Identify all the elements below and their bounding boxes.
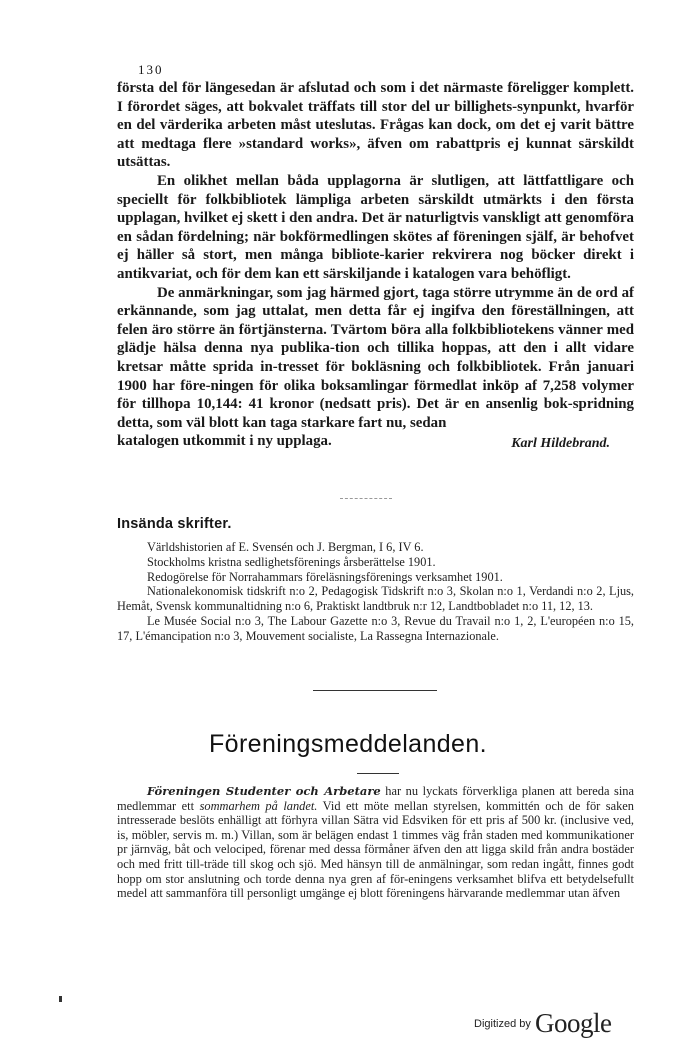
review-paragraph-3: De anmärkningar, som jag härmed gjort, taga större utrymme än de ord af erkännande, som jag uttalat, men detta får ej ingifva den föreställningen, att felen äro större än förtjänsterna. Tvärtom böra alla folkbibliotekens vänner med glädje hälsa denna nya publika-tion och tillika hoppas, att den i allt vidare kretsar måtte sprida in-tresset för bokläsning och folkbibliotek. Från januari 1900 har före-ningen för olika boksamlingar förmedlat inköp af 7,258 volymer för tillhopa 10,144: 41 kronor (nedsatt pris). Det är en ansenlig bok-spridning detta, som väl blott kan taga starkare fart nu, sedan (117, 284, 634, 431)
margin-mark (59, 996, 62, 1002)
review-paragraph-1: första del för längesedan är afslutad och som i det närmaste föreligger komplett. I förordet säges, att bokvalet träffats till stor del ur billighets-synpunkt, hvarför en del värderika arbeten måst uteslutas. Frågas kan dock, om det ej varit bättre att medtaga flere »standard works», äfven om rabattpris ej kunnat särskildt utsättas. (117, 80, 634, 171)
submitted-entry: Redogörelse för Norrahammars föreläsningsförenings verksamhet 1901. (147, 569, 503, 584)
section-divider-small (340, 498, 392, 499)
society-news-title: Föreningsmeddelanden. (208, 730, 488, 758)
submitted-entry: Nationalekonomisk tidskrift n:o 2, Pedagogisk Tidskrift n:o 3, Skolan n:o 1, Verdandi n:o 2, Ljus, Hemåt, Svensk kommunaltidning n:o 6, Praktiskt landtbruk n:r 12, Landtbobladet n:o 11, 12, 13. (117, 584, 634, 614)
submitted-entry: Världshistorien af E. Svensén och J. Bergman, I 6, IV 6. (147, 540, 424, 554)
review-closing-line (117, 432, 634, 450)
digitized-by-label: Digitized by (474, 1018, 531, 1030)
society-text-a: har nu lyckats förverkliga planen att bereda sina medlemmar ett (117, 784, 634, 813)
section-divider (313, 690, 437, 691)
submitted-entry: Stockholms kristna sedlighetsförenings årsberättelse 1901. (147, 554, 436, 569)
author-signature: Karl Hildebrand. (511, 436, 610, 452)
submitted-entry: Le Musée Social n:o 3, The Labour Gazette n:o 3, Revue du Travail n:o 1, 2, L'européen n:o 15, 17, L'émancipation n:o 3, Mouvement socialiste, La Rassegna Internazionale. (117, 613, 634, 643)
society-paragraph (117, 784, 634, 901)
association-name: Föreningen Studenter och Arbetare (147, 784, 381, 798)
review-article (117, 79, 634, 450)
title-underline (357, 773, 399, 774)
submitted-heading: Insända skrifter. (117, 516, 232, 532)
review-last-line: katalogen utkommit i ny upplaga. (117, 433, 332, 450)
society-text-b: Vid ett möte mellan styrelsen, kommittén och de för saken intresserade beslöts enhälligt att förhyra villan Sätra vid Edsviken för ett pris af 500 kr. (inclusive ved, is, möbler, servis m. m.) Villan, som är belägen endast 1 timmes väg från staden med kommunikationer pr järnväg, båt och velociped, förenar med dessa förmåner äfven den att ligga skild från andra bostäder och med fritt till-träde till skog och sjö. Med hänsyn till de anmälningar, som redan ingått, finnes godt hopp om stor anslutning och torde denna nya gren af för-eningens verksamhet blifva ett betydelsefullt medel att sammanföra till personligt umgänge ej blott föreningens härvarande medlemmar utan äfven (117, 798, 635, 901)
google-logo: Google (535, 1008, 612, 1038)
page-number: 130 (138, 62, 164, 77)
society-news-body (117, 784, 634, 901)
review-paragraph-2: En olikhet mellan båda upplagorna är slutligen, att lättfattligare och speciellt för folkbibliotek lämpliga arbeten särskildt utmärkts i den första upplagan, hvilket ej skett i den andra. Det är naturligtvis vanskligt att genomföra en sådan fördelning; när bokförmedlingen skötes af föreningen själf, är behofvet ej häller så stort, men många bibliote-karier rekvirera nog böcker direkt i antikvariat, och för dem kan ett särskiljande i katalogen vara behöfligt. (117, 172, 634, 282)
submitted-writings-list (117, 540, 634, 644)
summer-home-phrase: sommarhem på landet. (199, 798, 318, 813)
